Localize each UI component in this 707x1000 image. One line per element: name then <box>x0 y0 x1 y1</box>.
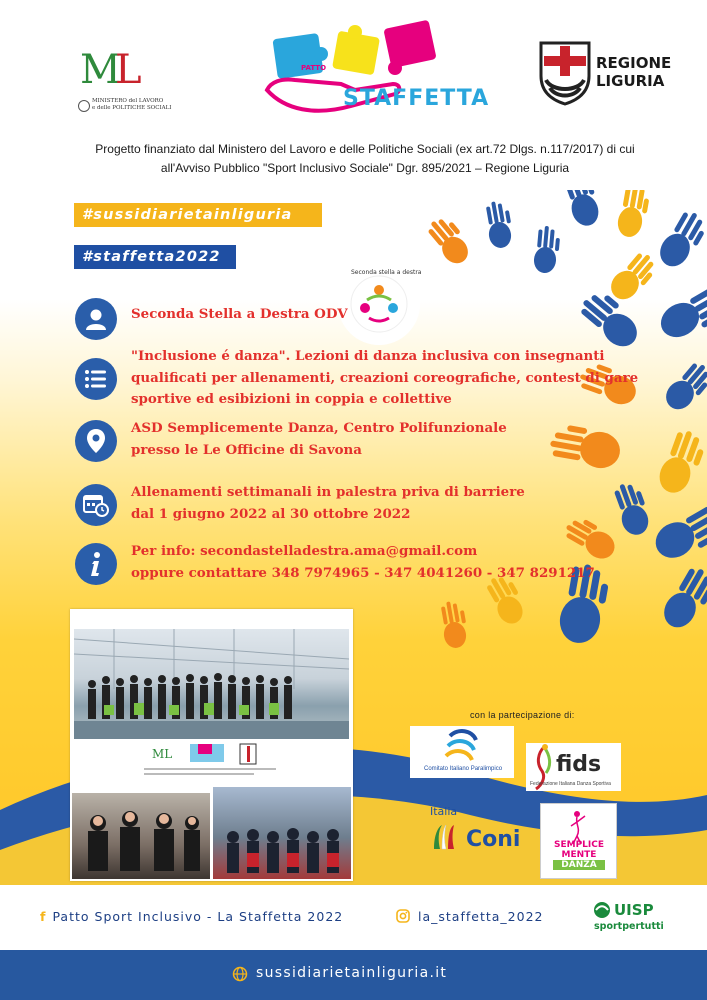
group-photo <box>74 629 349 739</box>
list-icon <box>75 358 117 400</box>
coni-italia: Italia <box>430 805 458 818</box>
cip-name: Comitato Italiano Paralimpico <box>424 766 503 772</box>
contact-email-line: Per info: secondastelladestra.ama@gmail.com <box>131 543 478 559</box>
description-line2: qualificati per allenamenti, creazioni coreografiche, contest di gare <box>131 369 639 386</box>
fids-subtitle: Federazione Italiana Danza Sportiva <box>530 781 611 787</box>
staffetta-logo-sub: PATTO <box>301 64 327 72</box>
ministry-name <box>92 98 172 112</box>
schedule-line2: dal 1 giugno 2022 al 30 ottobre 2022 <box>131 505 411 522</box>
person-icon <box>75 298 117 340</box>
regione-liguria-logo <box>538 40 678 110</box>
description-line3: sportive ed esibizioni in coppia e collettive <box>131 391 452 407</box>
photo-collage <box>70 609 353 881</box>
contact-phone-line: oppure contattare 348 7974965 - 347 4041260 - 347 8291217 <box>131 564 595 581</box>
ministry-monogram: ML <box>80 47 136 93</box>
region-name-line1: REGIONE <box>596 54 672 72</box>
fids-logo <box>526 743 621 791</box>
facebook-link[interactable] <box>40 909 343 924</box>
svg-text:ML: ML <box>152 747 173 761</box>
info-icon <box>75 543 117 585</box>
collage-logos-strip <box>140 740 280 780</box>
smd-line2: MENTE <box>561 850 597 860</box>
schedule-line1: Allenamenti settimanali in palestra priva di barriere <box>131 484 525 500</box>
facebook-page-name: Patto Sport Inclusivo - La Staffetta 2022 <box>52 909 344 924</box>
coni-flag-icon <box>430 821 460 851</box>
seconda-stella-logo <box>337 262 421 346</box>
cip-logo <box>410 726 514 778</box>
uisp-name: UISP <box>614 901 654 919</box>
partners-label: con la partecipazione di: <box>470 710 575 720</box>
hashtag-staffetta: #staffetta2022 <box>74 245 236 269</box>
liguria-crest-icon <box>538 40 592 106</box>
funding-statement <box>80 140 650 178</box>
republic-emblem-icon <box>78 100 90 112</box>
activity-description <box>131 346 638 411</box>
uisp-logo <box>592 901 682 937</box>
uisp-tagline: sportpertutti <box>594 921 664 932</box>
facebook-icon: f <box>40 909 47 924</box>
location-line1: ASD Semplicemente Danza, Centro Polifunzionale <box>131 420 507 436</box>
coni-logo <box>426 805 530 857</box>
staffetta-logo <box>255 20 490 120</box>
globe-icon <box>232 966 248 982</box>
website-bar <box>0 950 707 1000</box>
region-name-line2: LIGURIA <box>596 72 665 90</box>
instagram-link[interactable] <box>396 909 543 924</box>
uisp-emblem-icon <box>592 901 612 919</box>
organizer-name: Seconda Stella a Destra ODV <box>131 306 348 322</box>
instagram-handle: la_staffetta_2022 <box>418 909 544 924</box>
location-text <box>131 418 507 461</box>
ministry-name-line1: MINISTERO del LAVORO <box>92 98 164 104</box>
semplicemente-danza-logo <box>540 803 617 879</box>
location-pin-icon <box>75 420 117 462</box>
smd-line3: DANZA <box>553 860 605 870</box>
hashtag-sussidiarieta: #sussidiarietainliguria <box>74 203 322 227</box>
semplicemente-danza-text <box>553 840 605 870</box>
instagram-icon <box>396 909 410 923</box>
staffetta-logo-title: STAFFETTA <box>343 86 490 111</box>
website-link[interactable]: sussidiarietainliguria.it <box>256 965 448 981</box>
location-line2: presso le Le Officine di Savona <box>131 441 362 458</box>
seconda-stella-logo-text: Seconda stella a destra <box>351 269 422 276</box>
description-line1: "Inclusione é danza". Lezioni di danza inclusiva con insegnanti <box>131 348 605 364</box>
ministry-name-line2: e delle POLITICHE SOCIALI <box>92 105 172 111</box>
footer <box>0 885 707 950</box>
coni-name: Coni <box>466 827 521 852</box>
group-photo-right <box>213 787 351 879</box>
region-name <box>596 54 671 90</box>
schedule-text <box>131 482 525 525</box>
ministry-logo <box>72 48 172 120</box>
funding-line1: Progetto finanziato dal Ministero del Lavoro e delle Politiche Sociali (ex art.72 Dlgs. n.117/2017) di cui <box>95 142 635 156</box>
fids-name: fids <box>556 752 602 777</box>
calendar-clock-icon <box>75 484 117 526</box>
funding-line2: all'Avviso Pubblico "Sport Inclusivo Sociale" Dgr. 895/2021 – Regione Liguria <box>160 161 570 175</box>
contact-text <box>131 541 595 584</box>
smd-line1: SEMPLICE <box>553 840 605 850</box>
dancers-photo-left <box>72 793 210 879</box>
